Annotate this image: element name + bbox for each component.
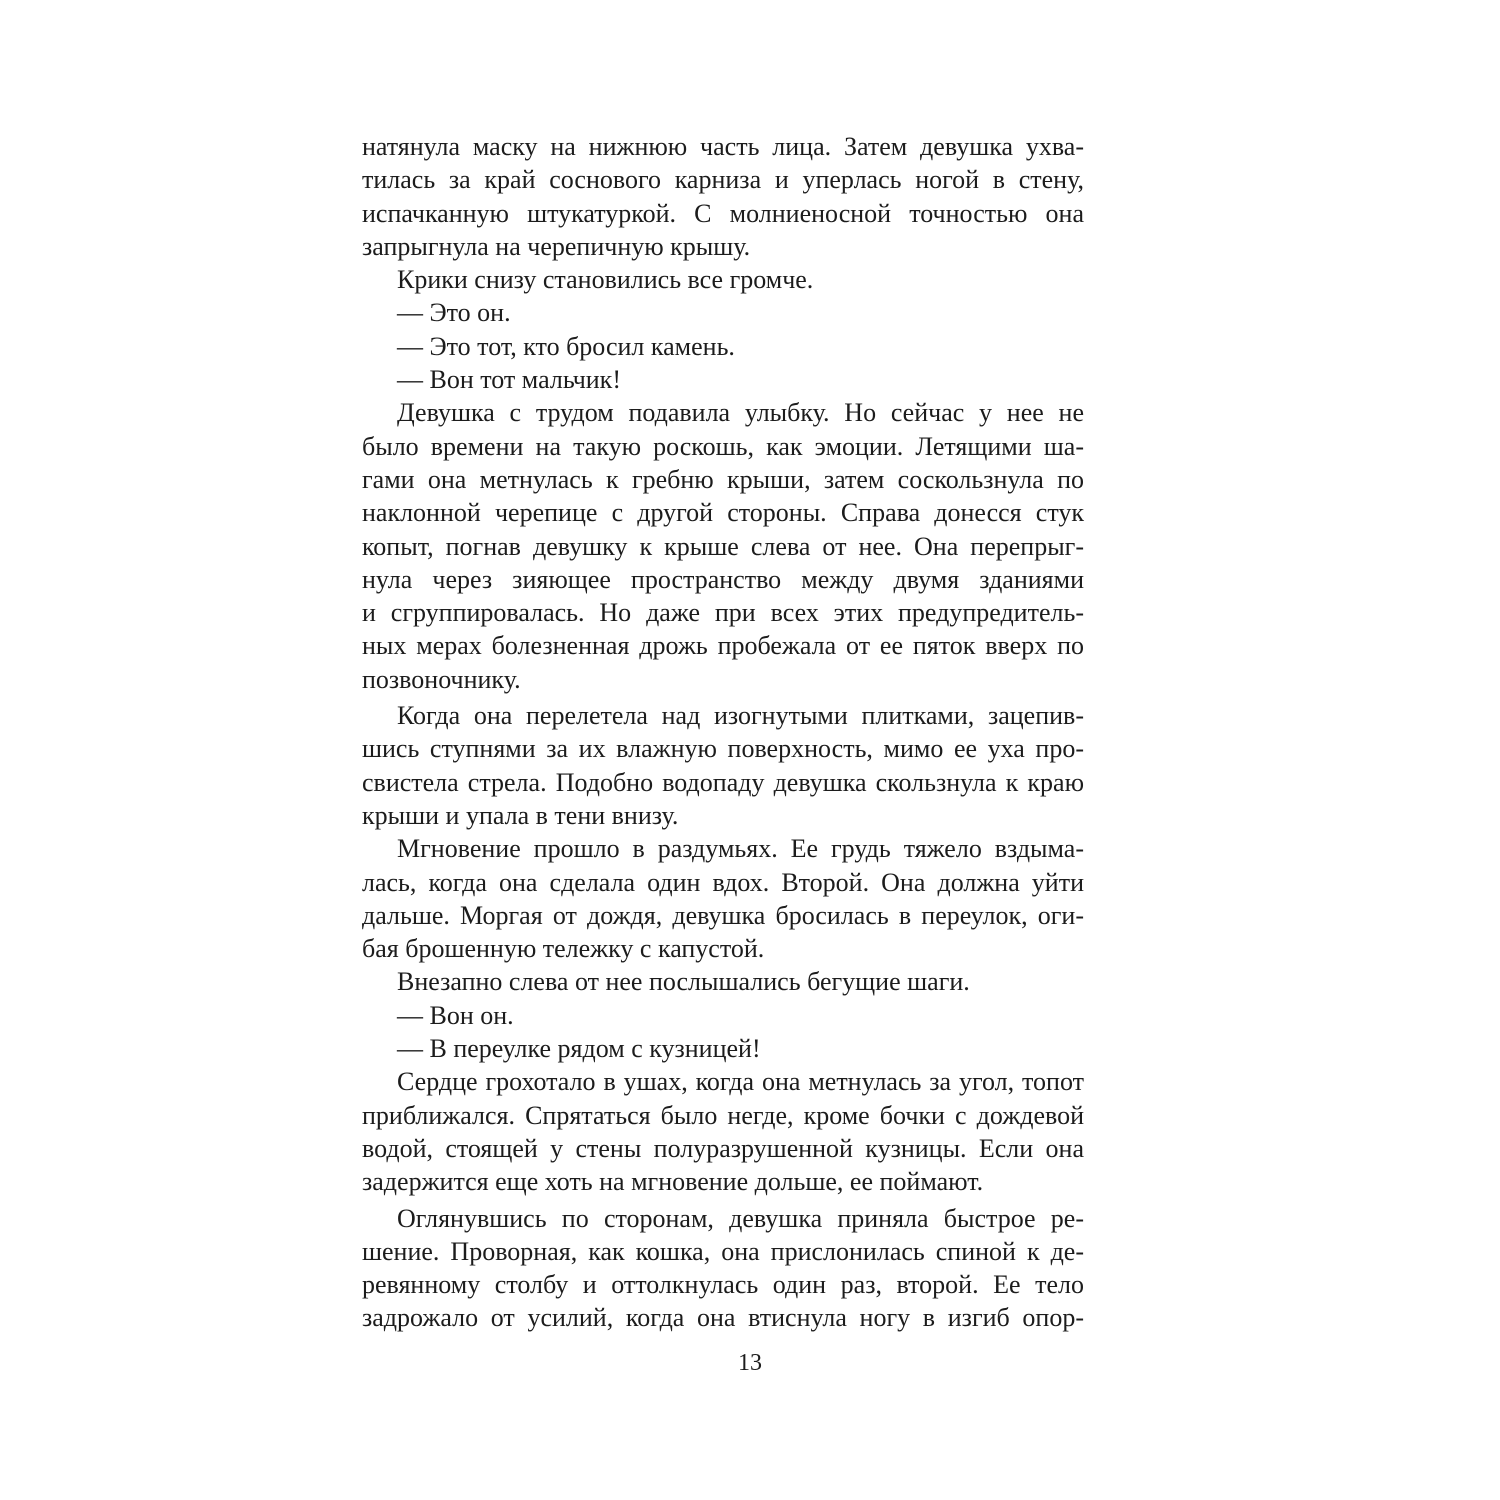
text-line: Мгновение прошло в раздумьях. Ее грудь тяжело вздыма-	[397, 834, 1084, 864]
text-line: — Это тот, кто бросил камень.	[397, 331, 735, 361]
text-line: было времени на такую роскошь, как эмоции. Летящими ша-	[362, 431, 1084, 461]
text-line: — В переулке рядом с кузницей!	[397, 1034, 761, 1064]
text-line: наклонной черепице с другой стороны. Справа донесся стук	[362, 498, 1084, 528]
text-line: дальше. Моргая от дождя, девушка бросилась в переулок, оги-	[362, 900, 1084, 930]
text-line: ревянному столбу и оттолкнулась один раз, второй. Ее тело	[362, 1270, 1084, 1300]
text-line: задержится еще хоть на мгновение дольше, ее поймают.	[362, 1167, 984, 1197]
text-line: испачканную штукатуркой. С молниеносной точностью она	[362, 198, 1084, 228]
text-line: Девушка с трудом подавила улыбку. Но сейчас у нее не	[397, 398, 1084, 428]
text-line: Сердце грохотало в ушах, когда она метнулась за угол, топот	[397, 1067, 1084, 1097]
text-line: шись ступнями за их влажную поверхность, мимо ее уха про-	[362, 734, 1084, 764]
text-line: приближался. Спрятаться было негде, кроме бочки с дождевой	[362, 1100, 1084, 1130]
text-line: крыши и упала в тени внизу.	[362, 800, 679, 830]
text-line: бая брошенную тележку с капустой.	[362, 934, 765, 964]
text-line: и сгруппировалась. Но даже при всех этих предупредитель-	[362, 598, 1084, 628]
text-line: нула через зияющее пространство между двумя зданиями	[362, 564, 1084, 594]
text-line: Внезапно слева от нее послышались бегущие шаги.	[397, 967, 970, 997]
text-line: — Вон он.	[397, 1000, 514, 1030]
text-line: водой, стоящей у стены полуразрушенной кузницы. Если она	[362, 1133, 1084, 1163]
text-line: шение. Проворная, как кошка, она прислонилась спиной к де-	[362, 1236, 1084, 1266]
text-line: Оглянувшись по сторонам, девушка приняла быстрое ре-	[397, 1203, 1084, 1233]
text-line: позвоночнику.	[362, 664, 521, 694]
text-line: — Вон тот мальчик!	[397, 365, 621, 395]
text-line: тилась за край соснового карниза и уперлась ногой в стену,	[362, 165, 1084, 195]
text-line: гами она метнулась к гребню крыши, затем соскользнула по	[362, 464, 1084, 494]
text-line: задрожало от усилий, когда она втиснула ногу в изгиб опор-	[362, 1303, 1084, 1333]
text-line: запрыгнула на черепичную крышу.	[362, 231, 751, 261]
text-line: — Это он.	[397, 298, 511, 328]
page-number: 13	[738, 1350, 762, 1376]
text-line: лась, когда она сделала один вдох. Второй. Она должна уйти	[362, 867, 1084, 897]
text-line: ных мерах болезненная дрожь пробежала от ее пяток вверх по	[362, 631, 1084, 661]
text-line: натянула маску на нижнюю часть лица. Затем девушка ухва-	[362, 132, 1084, 161]
text-line: свистела стрела. Подобно водопаду девушка скользнула к краю	[362, 767, 1084, 797]
text-line: Крики снизу становились все громче.	[397, 265, 814, 295]
body-text	[362, 130, 1084, 1335]
text-line: копыт, погнав девушку к крыше слева от нее. Она перепрыг-	[362, 531, 1084, 561]
text-line: Когда она перелетела над изогнутыми плитками, зацепив-	[397, 701, 1084, 731]
